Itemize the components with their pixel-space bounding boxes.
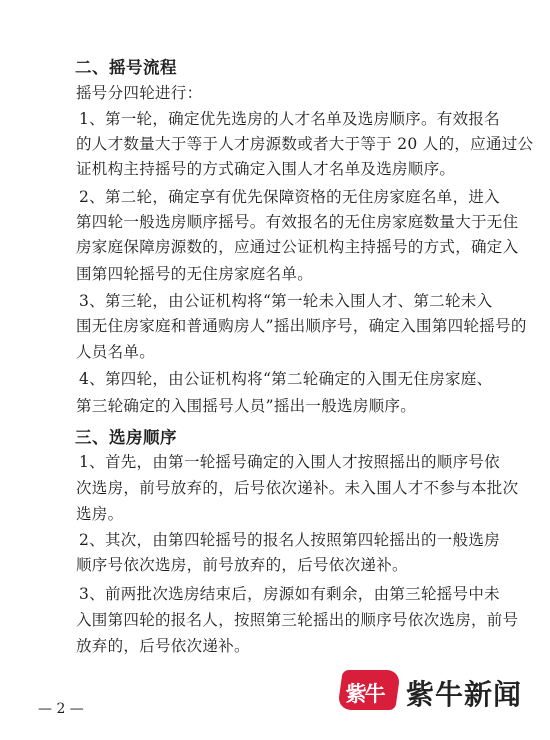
- paragraph-line: 次选房，前号放弃的，后号依次递补。未入围人才不参与本批次: [76, 479, 519, 497]
- paragraph-line: 第四轮一般选房顺序摇号。有效报名的无住房家庭数量大于无住: [76, 213, 519, 231]
- paragraph-line: 3、第三轮，由公证机构将“第一轮未入围人才、第二轮未入: [79, 292, 493, 310]
- paragraph-line: 2、第二轮，确定享有优先保障资格的无住房家庭名单，进入: [79, 188, 500, 206]
- paragraph-line: 4、第四轮，由公证机构将“第二轮确定的入围无住房家庭、: [79, 370, 493, 388]
- section-heading-lottery-process: 二、摇号流程: [75, 58, 177, 77]
- section-heading-room-selection-order: 三、选房顺序: [75, 428, 177, 447]
- logo-brand-text: 紫牛新闻: [406, 678, 523, 711]
- paragraph-line: 顺序号依次选房，前号放弃的，后号依次递补。: [76, 556, 408, 574]
- paragraph-line: 证机构主持摇号的方式确定入围人才名单及选房顺序。: [76, 160, 456, 178]
- paragraph-line: 3、前两批次选房结束后，房源如有剩余，由第三轮摇号中未: [79, 585, 500, 603]
- paragraph-line: 摇号分四轮进行：: [76, 84, 203, 102]
- page-number: — 2 —: [38, 701, 84, 717]
- paragraph-line: 人员名单。: [76, 343, 156, 361]
- watermark-logo: [340, 668, 530, 712]
- paragraph-line: 的人才数量大于等于人才房源数或者大于等于 20 人的，应通过公: [76, 135, 534, 153]
- paragraph-line: 放弃的，后号依次递补。: [76, 637, 250, 655]
- paragraph-line: 2、其次，由第四轮摇号的报名人按照第四轮摇出的一般选房: [79, 531, 500, 549]
- logo-badge-text: 紫牛: [345, 682, 384, 706]
- paragraph-line: 1、首先，由第一轮摇号确定的入围人才按照摇出的顺序号依: [79, 453, 500, 471]
- paragraph-line: 入围第四轮的报名人，按照第三轮摇出的顺序号依次选房，前号: [76, 611, 519, 629]
- logo-badge: [337, 670, 401, 710]
- paragraph-line: 1、第一轮，确定优先选房的人才名单及选房顺序。有效报名: [79, 110, 500, 128]
- paragraph-line: 选房。: [76, 505, 124, 523]
- paragraph-line: 房家庭保障房源数的，应通过公证机构主持摇号的方式，确定入: [76, 238, 519, 256]
- paragraph-line: 围第四轮摇号的无住房家庭名单。: [76, 265, 314, 283]
- paragraph-line: 围无住房家庭和普通购房人”摇出顺序号，确定入围第四轮摇号的: [76, 317, 527, 335]
- paragraph-line: 第三轮确定的入围摇号人员”摇出一般选房顺序。: [76, 397, 417, 415]
